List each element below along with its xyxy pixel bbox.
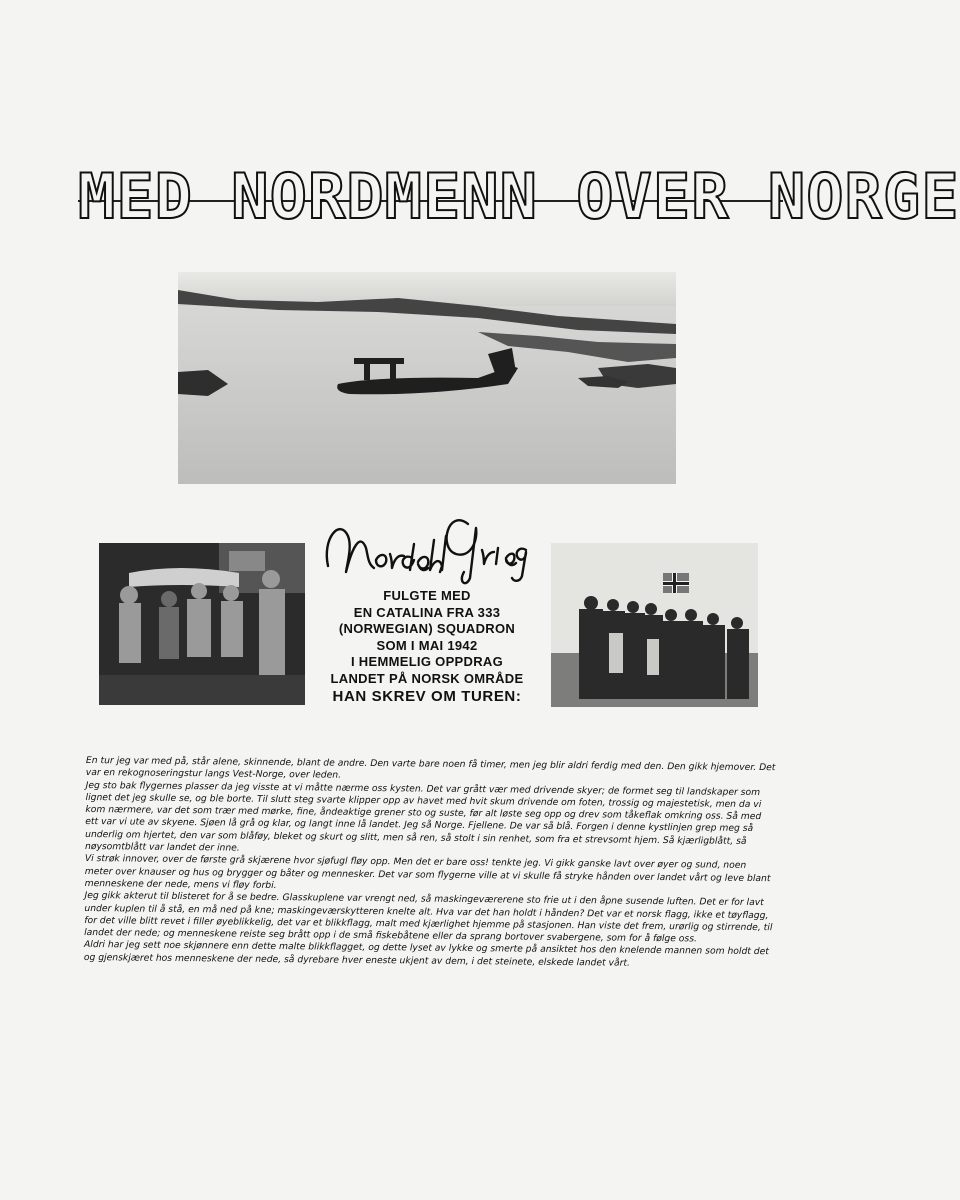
article-body <box>84 755 776 971</box>
caption-headline: HAN SKREV OM TUREN: <box>332 688 522 705</box>
body-paragraph: Jeg gikk akterut til blisteret for å se bedre. Glasskuplene var vrengt ned, så maskingeværerene sto frie ut i den åpne susende luften. Det er for lavt under kuplen til å stå, en må ned på kne; maskingeværskytteren knelte alt. Hva var det han holdt i hånden? Det var et norsk flagg, ikke et tøyflagg, for det ville blitt revet i filler øyeblikkelig, det var et blikkflagg, malt med kjærlighet hjemme på stasjonen. Han viste det frem, urørlig og stirrende, til landet der nede; og menneskene reiste seg brått opp i de små fiskebåtene eller da sprang bortover svabergene, som for å følge oss. <box>84 890 773 945</box>
body-paragraph: En tur jeg var med på, står alene, skinnende, blant de andre. Den varte bare noen få timer, men jeg blir aldri ferdig med den. Den gikk hjemover. Det var en rekognoseringstur langs Vest-Norge, over leden. <box>85 755 776 781</box>
crew-photo-right <box>551 543 758 707</box>
photo-caption <box>322 588 532 706</box>
caption-line: FULGTE MED <box>383 588 471 603</box>
caption-line: EN CATALINA FRA 333 <box>353 604 501 620</box>
catalina-photo <box>178 272 676 484</box>
crew-photo-left <box>99 543 305 705</box>
caption-line: I HEMMELIG OPPDRAG <box>350 654 504 669</box>
caption-line: LANDET PÅ NORSK OMRÅDE <box>330 670 524 686</box>
caption-line: SOM I MAI 1942 <box>376 637 478 653</box>
body-paragraph: Aldri har jeg sett noe skjønnere enn dette malte blikkflagget, og dette lyset av lykke og smerte på ansiktet hos den knelende mannen som holdt det og gjenskjæret hos menneskene der nede, så dyrebare hver eneste ukjent av dem, i det steinete, elskede landet vårt. <box>83 939 769 969</box>
signature-nordahl-grieg <box>318 488 538 588</box>
caption-line: (NORWEGIAN) SQUADRON <box>338 621 516 636</box>
body-paragraph: Jeg sto bak flygernes plasser da jeg visste at vi måtte nærme oss kysten. Det var grått vær med drivende skyer; de formet seg til landskaper som lignet det jeg skulle se, og ble borte. Til slutt steg svarte klipper opp av havet med hvit skum drivende om foten, trossig og majestetisk, men da vi kom nærmere, var det som trær med mørke, fine, åndeaktige grener sto og suste, før alt løste seg opp og drev som tåkeflak omkring oss. Så med ett var vi ute av skyene. Sjøen lå grå og klar, og langt inne lå landet. Jeg så Norge. Fjellene. De var så blå. Forgen i denne kystlinjen grep meg så underlig om hjertet, den var som blåføy, bleket og skurt og slitt, men så ren, så stolt i sin renhet, som fra et strevsomt hjem. Så kjærligblått, så nøysomtblått var landet der inne. <box>84 779 762 854</box>
page-title: MED NORDMENN OVER NORGE <box>78 152 783 242</box>
body-paragraph: Vi strøk innover, over de første grå skjærene hvor sjøfugl fløy opp. Men det er bare oss! tenkte jeg. Vi gikk ganske lavt over øyer og sund, noen meter over knauser og hus og brygger og båter og mennesker. Det var som flygerne ville at vi skulle få stryke hånden over landet vårt og leve blant menneskene der nede, mens vi fløy forbi. <box>84 853 771 891</box>
